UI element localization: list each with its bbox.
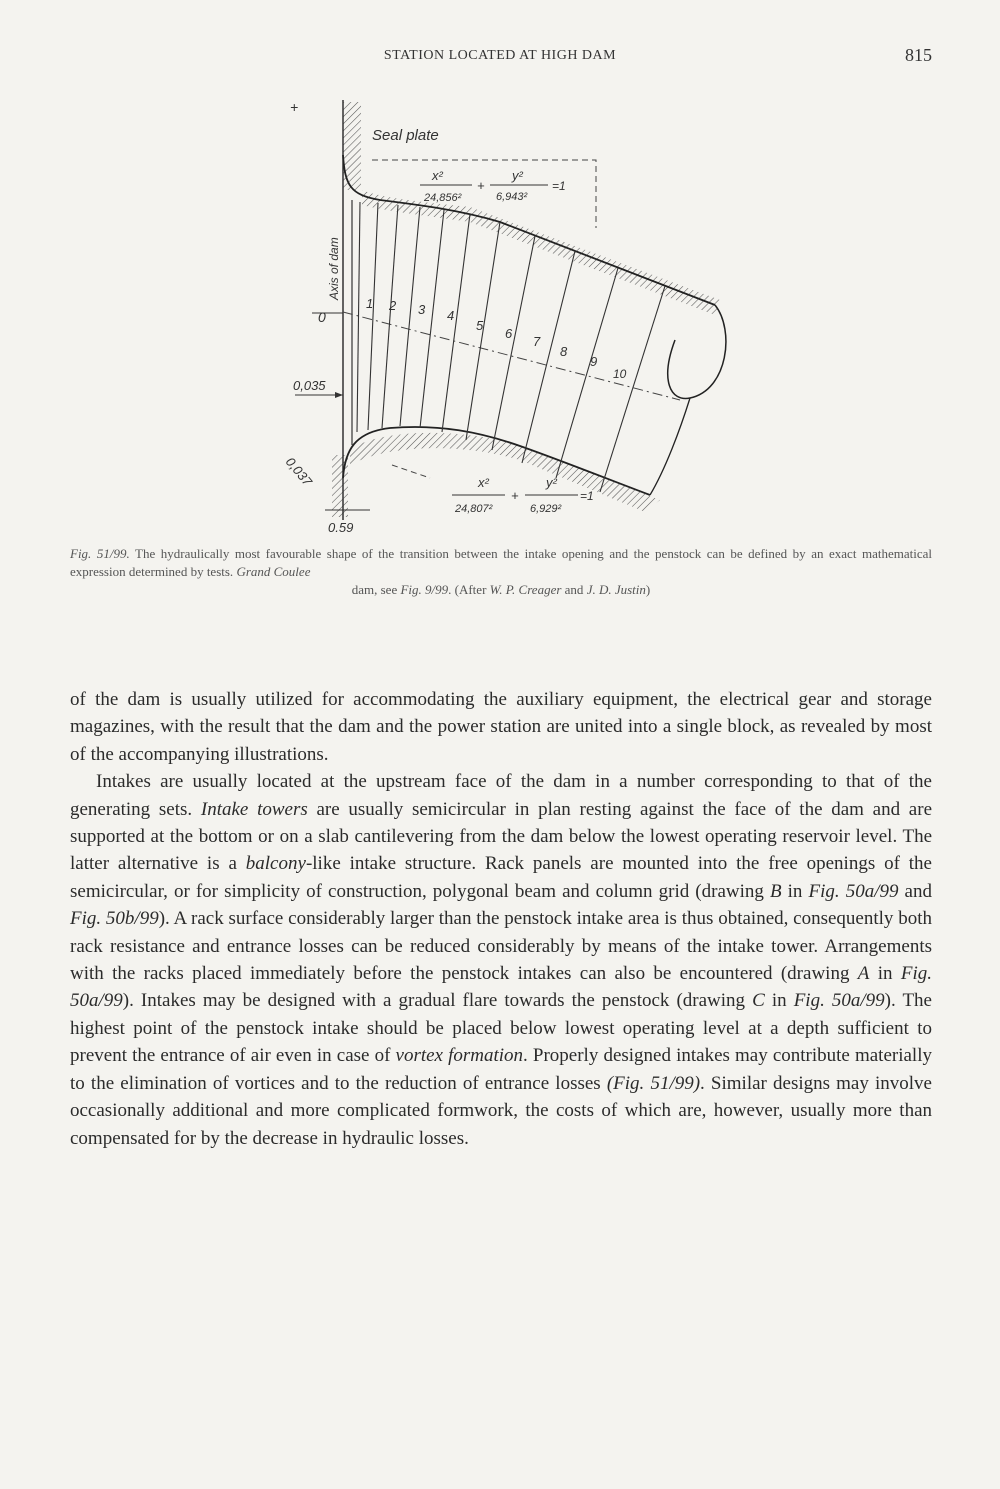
p2-text: . Properly designed intakes may contribute materially to the elimination of vortices and to the reduction of entrance losses <box>70 1045 932 1094</box>
p2-text: in <box>781 880 809 902</box>
p2-fig-ref: Fig. 50a/99 <box>793 990 885 1012</box>
upper-eq-num-y: y² <box>512 168 523 183</box>
paragraph-1: of the dam is usually utilized for accommodating the auxiliary equipment, the electrical gear and storage magazines, with the result that the dam and the power station are united into a single block, as revealed by most of the accompanying illustrations. <box>70 689 932 765</box>
upper-eq-num-x: x² <box>432 168 443 183</box>
paragraph-2 <box>70 768 932 1152</box>
lower-eq-rhs: =1 <box>580 489 594 503</box>
page-number: 815 <box>905 45 932 65</box>
p2-fig-ref: Fig. 50a/99 <box>808 880 899 902</box>
transition-figure <box>270 92 740 542</box>
p2-drawing-c: C <box>752 990 765 1012</box>
dim-059-label: 0.59 <box>328 520 354 535</box>
upper-eq-den-y: 6,943² <box>496 191 528 203</box>
section-number: 7 <box>533 334 541 349</box>
upper-eq-den-x: 24,856² <box>424 192 462 204</box>
p2-text: ). Intakes may be designed with a gradual flare towards the penstock (drawing <box>122 990 753 1012</box>
penstock-end-ellipse <box>668 305 726 398</box>
p2-text: ). A rack surface considerably larger than the penstock intake area is thus obtained, consequently both rack resistance and entrance losses can be reduced considerably by means of the intake tower. Arrangements with the racks placed immediately before the penstock intakes can also be encountered (drawing <box>70 908 932 985</box>
p2-fig-ref: Fig. 50a/99 <box>70 963 932 1012</box>
caption-text-1: The hydraulically most favourable shape of the transition between the intake opening and the penstock can be defined by an exact mathematical expression determined by tests. <box>70 546 932 579</box>
p2-text: Intakes are usually located at the upstream face of the dam in a number corresponding to that of the generating sets. <box>70 771 932 820</box>
lower-ellipse-guide <box>392 465 430 478</box>
section-number: 9 <box>590 354 598 369</box>
section-number: 3 <box>418 302 426 317</box>
dim-0035-arrow <box>335 392 343 398</box>
p2-drawing-b: B <box>769 880 782 902</box>
p2-text: in <box>764 990 794 1012</box>
caption-text-2: dam, see <box>351 582 401 597</box>
caption-fig-ref: Fig. 51/99. <box>70 546 130 561</box>
section-number: 1 <box>366 296 374 311</box>
section-number: 10 <box>613 367 627 381</box>
lower-eq-den-y: 6,929² <box>530 503 562 515</box>
lower-eq-den-x: 24,807² <box>455 503 493 515</box>
section-number: 6 <box>505 326 513 341</box>
seal-plate-label: Seal plate <box>372 127 439 144</box>
caption-text-3: . (After <box>448 582 490 597</box>
penstock-lower-edge <box>650 398 690 495</box>
small-plus-mark: + <box>290 99 299 115</box>
lower-eq-plus: + <box>511 488 519 503</box>
caption-text-5: ) <box>645 582 651 597</box>
running-head: STATION LOCATED AT HIGH DAM <box>383 48 617 63</box>
p2-fig-ref: (Fig. 51/99) <box>606 1072 701 1094</box>
lower-eq-num-x: x² <box>478 475 489 490</box>
body-text <box>70 686 932 1152</box>
caption-text-4: and <box>561 582 587 597</box>
figure-drawing <box>270 92 740 542</box>
p2-text: are usually semicircular in plan resting against the face of the dam and are supported at the bottom or on a slab cantilevering from the dam below the lowest operating reservoir level. The latter alternative is a <box>70 798 932 875</box>
caption-dam-name: Grand Coulee <box>236 564 311 579</box>
p2-text: ). The highest point of the penstock intake should be placed below lowest operating level at a depth sufficient to prevent the entrance of air even in case of <box>70 990 932 1067</box>
caption-author-2: J. D. Justin <box>586 582 646 597</box>
section-number: 8 <box>560 344 568 359</box>
p2-fig-ref: Fig. 50b/99 <box>70 908 159 930</box>
figure-caption <box>70 545 932 599</box>
p2-text: in <box>869 963 901 985</box>
p2-intake-towers: Intake towers <box>200 798 308 820</box>
dim-0037-label: 0,037 <box>282 454 316 489</box>
lower-eq-num-y: y² <box>546 475 557 490</box>
page-header <box>0 45 1000 72</box>
p2-text: -like intake structure. Rack panels are mounted into the free openings of the semicircular, or for simplicity of construction, polygonal beam and column grid (drawing <box>70 853 932 902</box>
p2-balcony: balcony <box>245 853 306 875</box>
lower-concrete-hatch <box>350 433 660 512</box>
p2-vortex-formation: vortex formation <box>395 1045 524 1067</box>
p2-drawing-a: A <box>857 963 870 985</box>
dim-0035-label: 0,035 <box>293 378 326 393</box>
upper-eq-plus: + <box>477 178 485 193</box>
caption-fig-ref-2: Fig. 9/99 <box>400 582 449 597</box>
axis-of-dam-label: Axis of dam <box>327 237 341 300</box>
section-number: 5 <box>476 318 484 333</box>
section-number: 4 <box>447 308 455 323</box>
section-number: 2 <box>389 298 397 313</box>
caption-author-1: W. P. Creager <box>489 582 562 597</box>
p2-text: . Similar designs may involve occasionally additional and more complicated formwork, the costs of which are, however, usually more than compensated for by the decrease in hydraulic losses. <box>70 1072 932 1149</box>
caption-last-line <box>70 581 932 599</box>
upper-eq-rhs: =1 <box>552 179 566 193</box>
origin-label: 0 <box>318 309 326 325</box>
p2-text: and <box>898 880 932 902</box>
